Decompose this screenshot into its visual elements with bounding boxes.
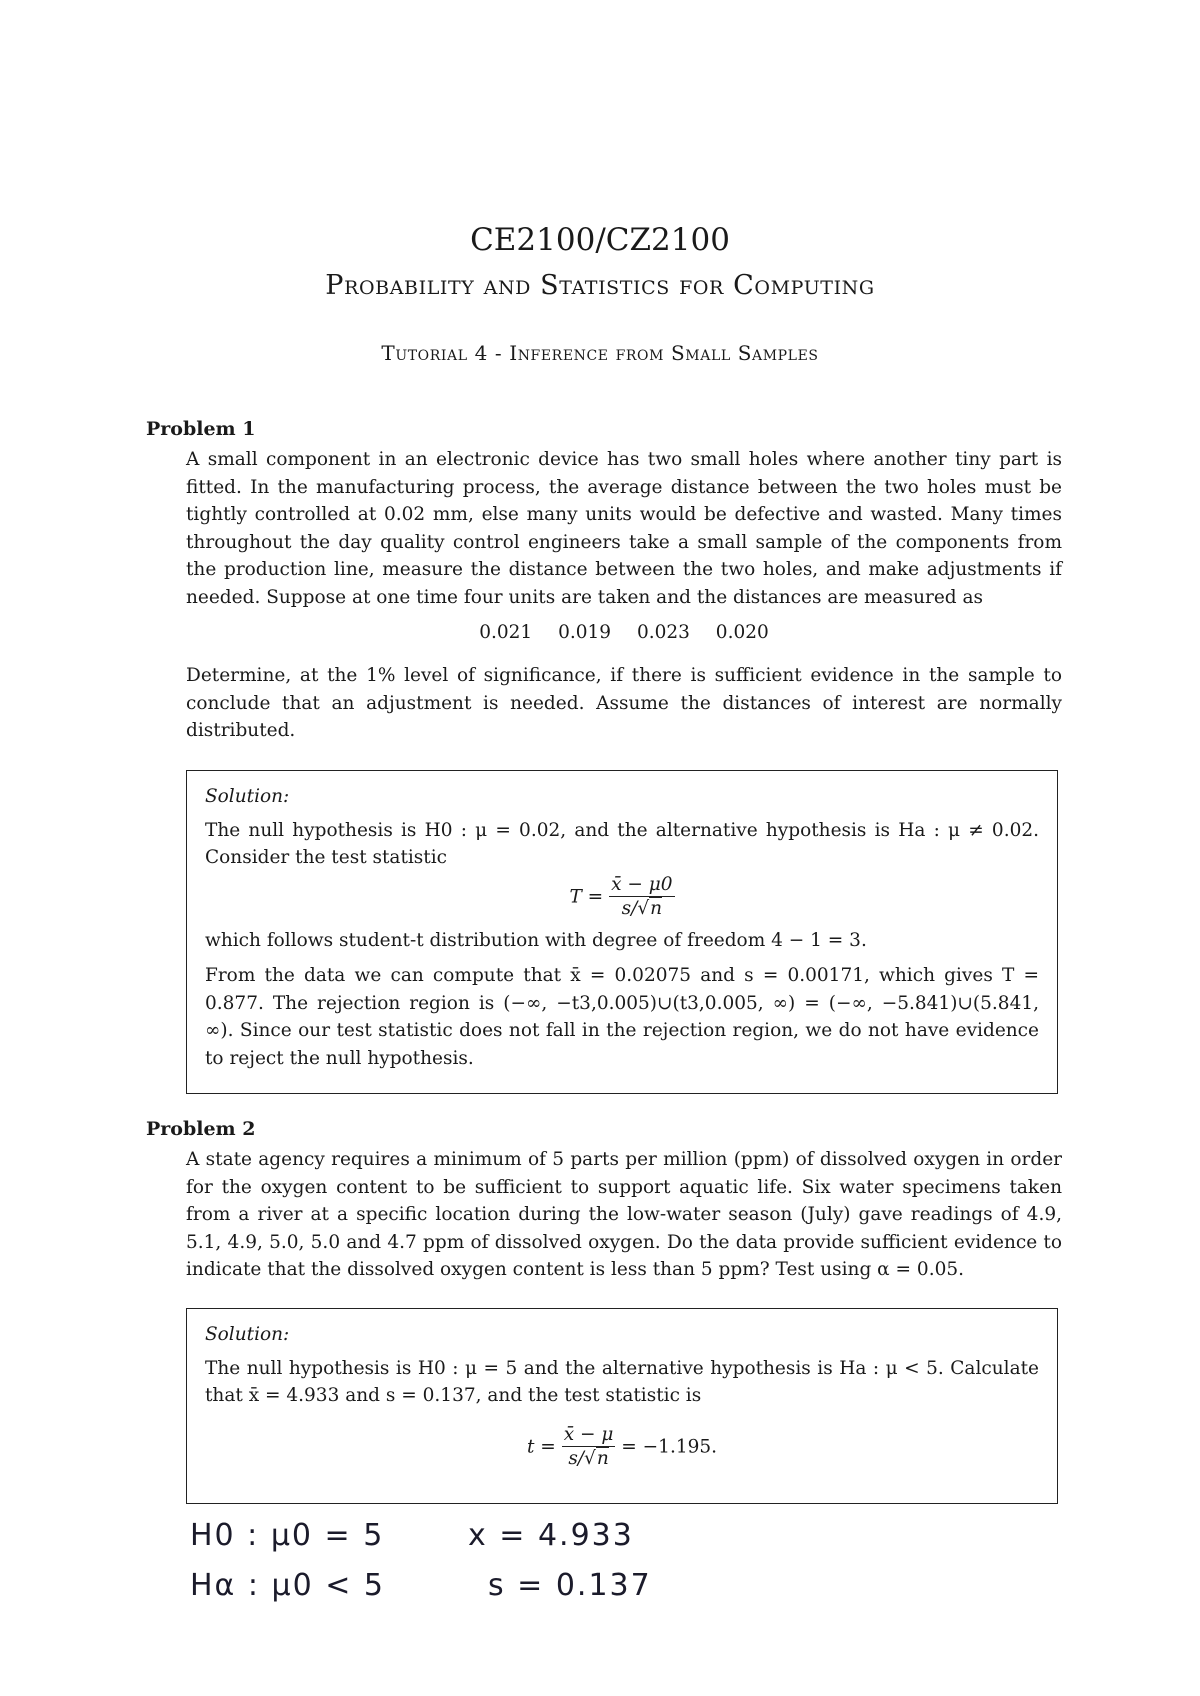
problem-2-text: A state agency requires a minimum of 5 parts per million (ppm) of dissolved oxygen in order for the oxygen content to be sufficient to support aquatic life. Six water specimens taken from a river at a specific location during the low-water season (July) gave readings of 4.9, 5.1, 4.9, 5.0, 5.0 and 4.7 ppm of dissolved oxygen. Do the data provide sufficient evidence to indicate that the dissolved oxygen content is less than 5 ppm? Test using α = 0.05. [186,1149,1062,1280]
handwritten-note-h0: H0 : μ0 = 5 [190,1518,385,1553]
problem-1-text-2: Determine, at the 1% level of significance, if there is sufficient evidence in the sample to conclude that an adjustment is needed. Assume the distances of interest are normally distributed. [186,665,1062,741]
solution-line-1: The null hypothesis is H0 : μ = 0.02, and the alternative hypothesis is Ha : μ ≠ 0.02. Consider the test statistic [205,819,1039,868]
solution-line-2: which follows student-t distribution with degree of freedom 4 − 1 = 3. [205,929,867,951]
solution-label: Solution: [205,1324,290,1345]
data-value: 0.023 [636,622,690,643]
problem-1-data [186,622,1062,643]
formula-denominator: s/√n [568,1447,609,1469]
formula-den-s: s/ [568,1447,585,1469]
test-statistic-formula [205,874,1039,921]
data-value: 0.021 [479,622,533,643]
solution-label: Solution: [205,786,290,807]
problem-2-heading: Problem 2 [146,1118,256,1140]
formula-numerator: x̄ − μ0 [611,873,673,895]
formula-rhs: = −1.195. [621,1436,718,1457]
formula-fraction [562,1424,616,1471]
solution-line-3: From the data we can compute that x̄ = 0.02075 and s = 0.00171, which gives T = 0.877. The rejection region is (−∞, −t3,0.005)∪(t3,0.005, ∞) = (−∞, −5.841)∪(5.841, ∞). Since our test statistic does not fall in the rejection region, we do not have evidence to reject the null hypothesis. [205,965,1039,1069]
test-statistic-formula [205,1424,1039,1471]
course-title: Probability and Statistics for Computing [325,270,875,301]
formula-den-s: s/ [621,897,638,919]
formula-numerator: x̄ − μ [563,1423,614,1445]
formula-den-n: n [596,1447,609,1469]
formula-den-n: n [650,897,663,919]
course-code: CE2100/CZ2100 [470,222,730,258]
data-value: 0.019 [558,622,612,643]
problem-2-solution-box [186,1308,1058,1504]
solution-line-1: The null hypothesis is H0 : μ = 5 and the alternative hypothesis is Ha : μ < 5. Calculate that x̄ = 4.933 and s = 0.137, and the test statistic is [205,1357,1039,1406]
data-value: 0.020 [715,622,769,643]
formula-lhs: t = [526,1436,556,1457]
handwritten-note-sd: s = 0.137 [488,1568,652,1603]
problem-1-solution-box [186,770,1058,1094]
problem-1-text: A small component in an electronic device has two small holes where another tiny part is fitted. In the manufacturing process, the average distance between the two holes must be tightly controlled at 0.02 mm, else many units would be defective and wasted. Many times throughout the day quality control engineers take a small sample of the components from the production line, measure the distance between the two holes, and make adjustments if needed. Suppose at one time four units are taken and the distances are measured as [186,449,1062,608]
problem-1-heading: Problem 1 [146,418,256,440]
formula-lhs: T = [569,886,604,907]
handwritten-note-ha: Hα : μ0 < 5 [190,1568,385,1603]
formula-fraction [609,874,675,921]
handwritten-note-mean: x = 4.933 [468,1518,634,1553]
formula-denominator: s/√n [621,897,663,919]
tutorial-title: Tutorial 4 - Inference from Small Samples [381,341,819,365]
